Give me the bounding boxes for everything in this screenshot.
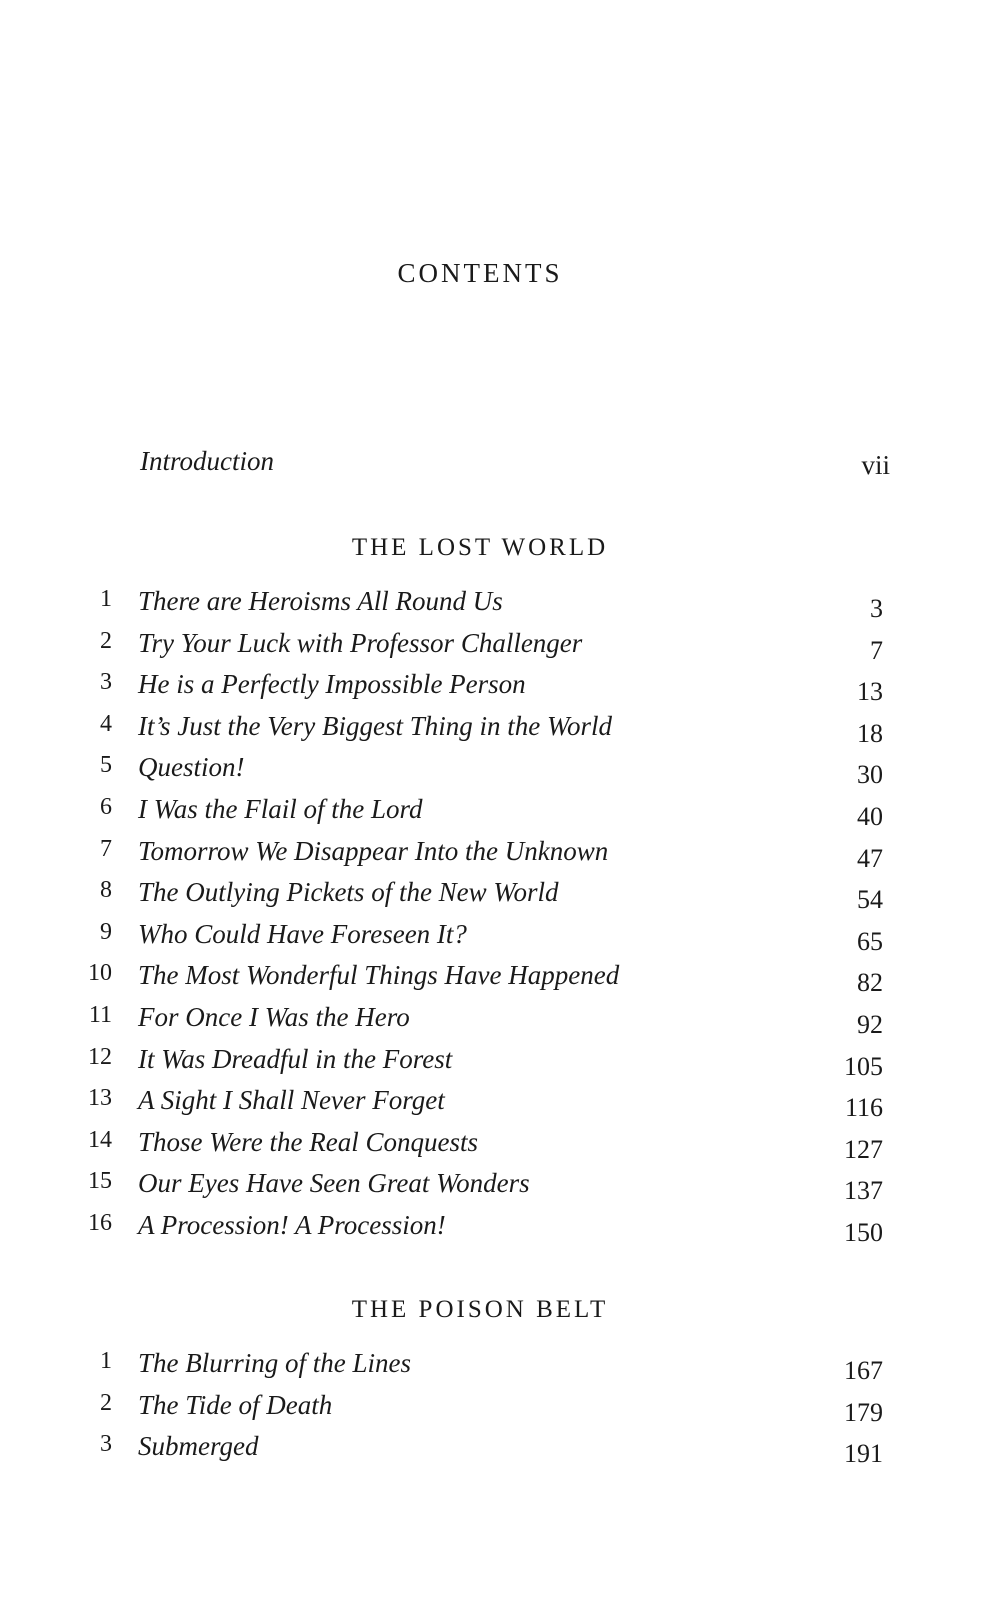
toc-entry[interactable] [0, 752, 1000, 792]
chapter-page-number: 18 [857, 718, 883, 748]
toc-entry[interactable] [0, 877, 1000, 917]
chapter-title: Who Could Have Foreseen It? [138, 918, 467, 949]
chapter-page-number: 105 [844, 1051, 883, 1081]
toc-entry-introduction[interactable] [140, 446, 890, 480]
chapter-title: Try Your Luck with Professor Challenger [138, 627, 583, 658]
chapter-page-number: 65 [857, 926, 883, 956]
toc-entry[interactable] [0, 836, 1000, 876]
chapter-number: 12 [88, 1043, 112, 1070]
chapter-title: The Most Wonderful Things Have Happened [138, 960, 620, 991]
chapter-number: 4 [100, 710, 112, 737]
toc-entry[interactable] [0, 1348, 1000, 1388]
chapter-number: 8 [100, 877, 112, 904]
chapter-page-number: 150 [844, 1218, 883, 1247]
toc-entry[interactable] [0, 1085, 1000, 1125]
chapter-page-number: 47 [857, 843, 883, 873]
chapter-number: 1 [100, 1348, 112, 1374]
chapter-number: 7 [100, 835, 112, 862]
chapter-page-number: 191 [844, 1439, 883, 1469]
chapter-title: Submerged [138, 1431, 259, 1462]
toc-entry[interactable] [0, 1431, 1000, 1471]
chapter-title: Our Eyes Have Seen Great Wonders [138, 1168, 530, 1199]
chapter-number: 16 [88, 1210, 112, 1236]
chapter-title: It Was Dreadful in the Forest [138, 1043, 453, 1074]
chapter-number: 3 [100, 1431, 112, 1458]
chapter-page-number: 116 [844, 1093, 883, 1123]
page-title: CONTENTS [397, 258, 563, 288]
toc-entry[interactable] [0, 1044, 1000, 1084]
toc-entry[interactable] [0, 628, 1000, 668]
chapter-page-number: 30 [857, 760, 883, 790]
chapter-title: There are Heroisms All Round Us [138, 586, 503, 616]
chapter-title: It’s Just the Very Biggest Thing in the World [138, 710, 612, 741]
chapter-number: 10 [88, 960, 112, 987]
chapter-title: Those Were the Real Conquests [138, 1126, 478, 1157]
chapter-page-number: 127 [844, 1134, 883, 1164]
chapter-page-number: 13 [857, 677, 883, 707]
chapter-page-number: 167 [844, 1356, 883, 1385]
chapter-number: 2 [100, 1389, 112, 1416]
toc-entry[interactable] [0, 1210, 1000, 1250]
chapter-page-number: 82 [857, 968, 883, 998]
chapter-number: 6 [100, 794, 112, 820]
chapter-title: Question! [138, 752, 245, 783]
chapter-title: A Procession! A Procession! [138, 1210, 446, 1240]
chapter-title: A Sight I Shall Never Forget [138, 1085, 445, 1116]
chapter-number: 1 [100, 586, 112, 612]
section-heading-poison-belt: THE POISON BELT [351, 1296, 609, 1323]
toc-entry[interactable] [0, 1002, 1000, 1042]
chapter-title: The Blurring of the Lines [138, 1348, 412, 1378]
toc-entry[interactable] [0, 1168, 1000, 1208]
chapter-number: 9 [100, 918, 112, 945]
chapter-number: 14 [88, 1126, 112, 1153]
toc-entry[interactable] [0, 669, 1000, 709]
chapter-number: 3 [100, 669, 112, 696]
chapter-page-number: 179 [844, 1397, 883, 1427]
toc-entry[interactable] [0, 919, 1000, 959]
chapter-page-number: 137 [844, 1176, 883, 1206]
chapter-title: For Once I Was the Hero [138, 1002, 410, 1032]
toc-entry-title: Introduction [140, 446, 274, 476]
chapter-page-number: 40 [857, 802, 883, 831]
chapter-page-number: 7 [870, 635, 883, 665]
toc-entry-page: vii [861, 450, 890, 480]
chapter-number: 15 [88, 1168, 112, 1195]
chapter-number: 5 [100, 752, 112, 779]
chapter-title: The Tide of Death [138, 1389, 333, 1420]
toc-entry[interactable] [0, 960, 1000, 1000]
chapter-page-number: 54 [857, 885, 883, 915]
chapter-page-number: 3 [870, 594, 883, 623]
chapter-number: 13 [88, 1085, 112, 1112]
toc-entry[interactable] [0, 1390, 1000, 1430]
chapter-number: 2 [100, 627, 112, 654]
toc-entry[interactable] [0, 711, 1000, 751]
chapter-title: I Was the Flail of the Lord [138, 794, 423, 824]
chapter-title: The Outlying Pickets of the New World [138, 877, 559, 908]
chapter-number: 11 [88, 1002, 112, 1028]
chapter-title: Tomorrow We Disappear Into the Unknown [138, 835, 609, 866]
section-heading-lost-world: THE LOST WORLD [351, 534, 609, 561]
toc-entry[interactable] [0, 586, 1000, 626]
chapter-page-number: 92 [857, 1010, 883, 1039]
toc-entry[interactable] [0, 794, 1000, 834]
toc-entry[interactable] [0, 1127, 1000, 1167]
chapter-title: He is a Perfectly Impossible Person [138, 669, 526, 700]
